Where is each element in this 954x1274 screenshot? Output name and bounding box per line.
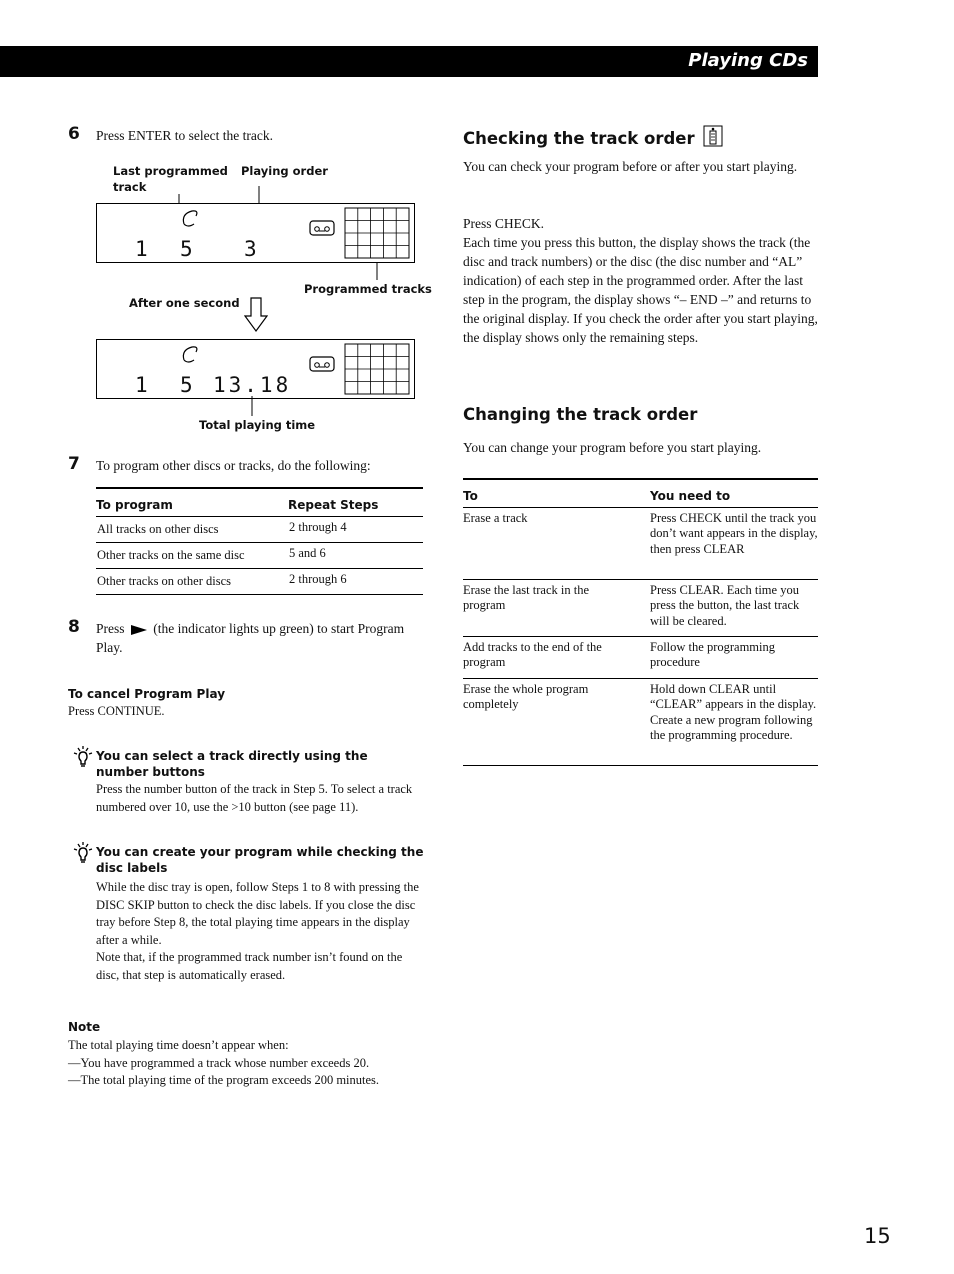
label-last-programmed-track: Last programmed track (113, 164, 228, 194)
checking-title (463, 125, 723, 148)
table-cell: Add tracks to the end of the program (463, 639, 602, 669)
program-table (96, 487, 423, 595)
remote-icon (703, 125, 723, 147)
checking-body: Each time you press this button, the display shows the track (the disc and track numbers) or the disc (the disc number and “AL” indication) of each step in the programmed order. After the last step in the program, the display shows “– END –” and returns to the original display. If you check the order after you start playing, the display shows only the remaining steps. (463, 235, 818, 345)
table-row (96, 542, 423, 568)
label-programmed-tracks: Programmed tracks (304, 282, 432, 296)
tip-2-heading: You can create your program while checking the disc labels (96, 845, 424, 875)
note-text (68, 1037, 428, 1090)
label-after-one-second: After one second (129, 296, 240, 310)
display-2-disc: 1 (135, 373, 149, 397)
table-cell: Follow the programming procedure (650, 639, 775, 669)
table-row (463, 636, 818, 678)
program-table-header: To program (96, 497, 173, 512)
tip-2-text-1: While the disc tray is open, follow Steps 1 to 8 with pressing the DISC SKIP button to check the disc labels. If you close the disc tray before Step 8, the total playing time appears in the display after a while. (96, 880, 419, 947)
label-playing-order: Playing order (241, 164, 328, 178)
display-2 (96, 339, 415, 399)
display-1-disc: 1 (135, 237, 149, 261)
play-triangle-icon (130, 624, 148, 636)
cassette-icon (309, 356, 335, 372)
step-7-number: 7 (68, 454, 80, 474)
table-cell: Erase the last track in the program (463, 582, 589, 612)
programmed-tracks-grid (344, 343, 410, 395)
table-cell: Other tracks on the same disc (97, 547, 245, 562)
table-cell: 2 through 4 (289, 519, 347, 534)
page-number: 15 (864, 1224, 891, 1248)
table-row (463, 579, 818, 636)
step-8-pre: Press (96, 621, 125, 636)
tip-2-text-2: Note that, if the programmed track number isn’t found on the disc, that step is automatically erased. (96, 950, 403, 982)
cancel-text: Press CONTINUE. (68, 704, 165, 718)
tip-2-text (96, 879, 424, 984)
table-cell: Erase the whole program completely (463, 681, 589, 711)
table-cell: Press CHECK until the track you don’t want appears in the display, then press CLEAR (650, 510, 818, 556)
change-order-table (463, 478, 818, 766)
table-cell: 5 and 6 (289, 545, 326, 560)
note-line: The total playing time doesn’t appear when: (68, 1038, 289, 1052)
display-2-track: 5 (180, 373, 194, 397)
checking-intro: You can check your program before or after you start playing. (463, 159, 798, 174)
disc-icon (179, 208, 201, 230)
checking-title-text: Checking the track order (463, 129, 695, 148)
table-cell: 2 through 6 (289, 571, 347, 586)
tip-bulb-icon (71, 841, 95, 865)
step-8-number: 8 (68, 617, 80, 637)
table-cell: Other tracks on other discs (97, 573, 231, 588)
display-2-time: 13.18 (213, 373, 292, 397)
total-time-callout (200, 396, 320, 418)
header-bar (0, 46, 818, 77)
table-cell: Press CLEAR. Each time you press the button, the last track will be cleared. (650, 582, 800, 628)
step-8-text (96, 619, 426, 657)
note-line: —You have programmed a track whose number exceeds 20. (68, 1055, 370, 1070)
tip-1-heading: You can select a track directly using the number buttons (96, 749, 368, 779)
change-table-header: To (463, 488, 478, 503)
step-6-text: Press ENTER to select the track. (96, 128, 273, 143)
disc-icon (179, 344, 201, 366)
cassette-icon (309, 220, 335, 236)
tip-bulb-icon (71, 745, 95, 769)
table-cell: Hold down CLEAR until “CLEAR” appears in the display. Create a new program following the programming procedure. (650, 681, 817, 742)
table-cell: Erase a track (463, 510, 528, 525)
changing-title: Changing the track order (463, 405, 698, 424)
table-cell: All tracks on other discs (97, 521, 219, 536)
table-row (96, 516, 423, 542)
table-row (463, 678, 818, 765)
section-title: Playing CDs (688, 50, 808, 71)
program-table-header: Repeat Steps (288, 497, 379, 512)
label-total-playing-time: Total playing time (199, 418, 316, 432)
checking-press: Press CHECK. (463, 216, 545, 231)
step-8-post: (the indicator lights up green) to start Program Play. (96, 621, 405, 655)
display-1-track: 5 (180, 237, 194, 261)
display-1-order: 3 (244, 237, 258, 261)
display-1 (96, 203, 415, 263)
step-6-number: 6 (68, 124, 80, 144)
note-line: —The total playing time of the program exceeds 200 minutes. (68, 1073, 380, 1087)
changing-intro: You can change your program before you start playing. (463, 440, 762, 455)
programmed-tracks-grid (344, 207, 410, 259)
cancel-heading: To cancel Program Play (68, 687, 226, 701)
tip-1-text: Press the number button of the track in Step 5. To select a track numbered over 10, use the >10 button (see page 11). (96, 782, 413, 814)
table-row (96, 568, 423, 594)
step-7-text: To program other discs or tracks, do the following: (96, 458, 371, 473)
change-table-header: You need to (650, 488, 731, 503)
table-row (463, 507, 818, 579)
down-arrow-icon (244, 297, 268, 333)
note-heading: Note (68, 1020, 101, 1034)
